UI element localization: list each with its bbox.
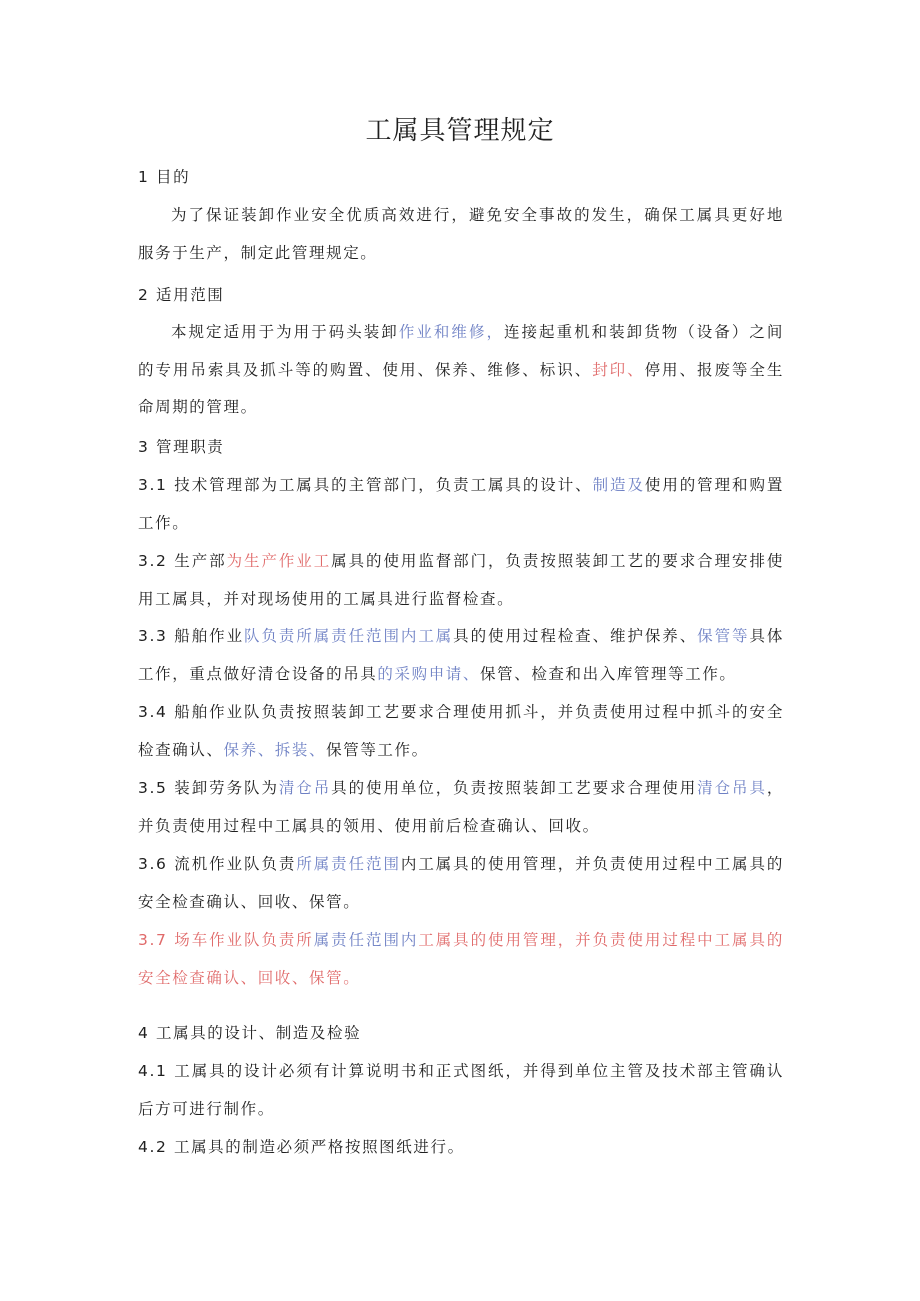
document-title: 工属具管理规定 (365, 116, 555, 146)
clause-3-5: 3.5 装卸劳务队为清仓吊具的使用单位，负责按照装卸工艺要求合理使用清仓吊具，并负责使用过程中工属具的领用、使用前后检查确认、回收。 (138, 779, 784, 835)
section-1-heading: 1 目的 (138, 168, 191, 186)
section-4-heading: 4 工属具的设计、制造及检验 (138, 1024, 362, 1042)
clause-3-4: 3.4 船舶作业队负责按照装卸工艺要求合理使用抓斗，并负责使用过程中抓斗的安全检查确认、保养、拆装、保管等工作。 (138, 703, 784, 759)
clause-3-3: 3.3 船舶作业队负责所属责任范围内工属具的使用过程检查、维护保养、保管等具体工作，重点做好清仓设备的吊具的采购申请、保管、检查和出入库管理等工作。 (138, 627, 784, 683)
section-2-body: 本规定适用于为用于码头装卸作业和维修，连接起重机和装卸货物（设备）之间的专用吊索具及抓斗等的购置、使用、保养、维修、标识、封印、停用、报废等全生命周期的管理。 (138, 323, 784, 416)
clause-3-7: 3.7 场车作业队负责所属责任范围内工属具的使用管理，并负责使用过程中工属具的安全检查确认、回收、保管。 (138, 931, 785, 987)
clause-3-1: 3.1 技术管理部为工属具的主管部门，负责工属具的设计、制造及使用的管理和购置工作。 (138, 476, 784, 532)
section-1-body: 为了保证装卸作业安全优质高效进行，避免安全事故的发生，确保工属具更好地服务于生产，制定此管理规定。 (138, 206, 784, 262)
clause-4-1: 4.1 工属具的设计必须有计算说明书和正式图纸，并得到单位主管及技术部主管确认后方可进行制作。 (138, 1062, 784, 1118)
clause-3-2: 3.2 生产部为生产作业工属具的使用监督部门，负责按照装卸工艺的要求合理安排使用工属具，并对现场使用的工属具进行监督检查。 (138, 552, 784, 608)
clause-3-6: 3.6 流机作业队负责所属责任范围内工属具的使用管理，并负责使用过程中工属具的安全检查确认、回收、保管。 (138, 855, 784, 911)
section-2-heading: 2 适用范围 (138, 286, 225, 304)
section-3-heading: 3 管理职责 (138, 438, 225, 456)
clause-4-2: 4.2 工属具的制造必须严格按照图纸进行。 (138, 1138, 465, 1156)
